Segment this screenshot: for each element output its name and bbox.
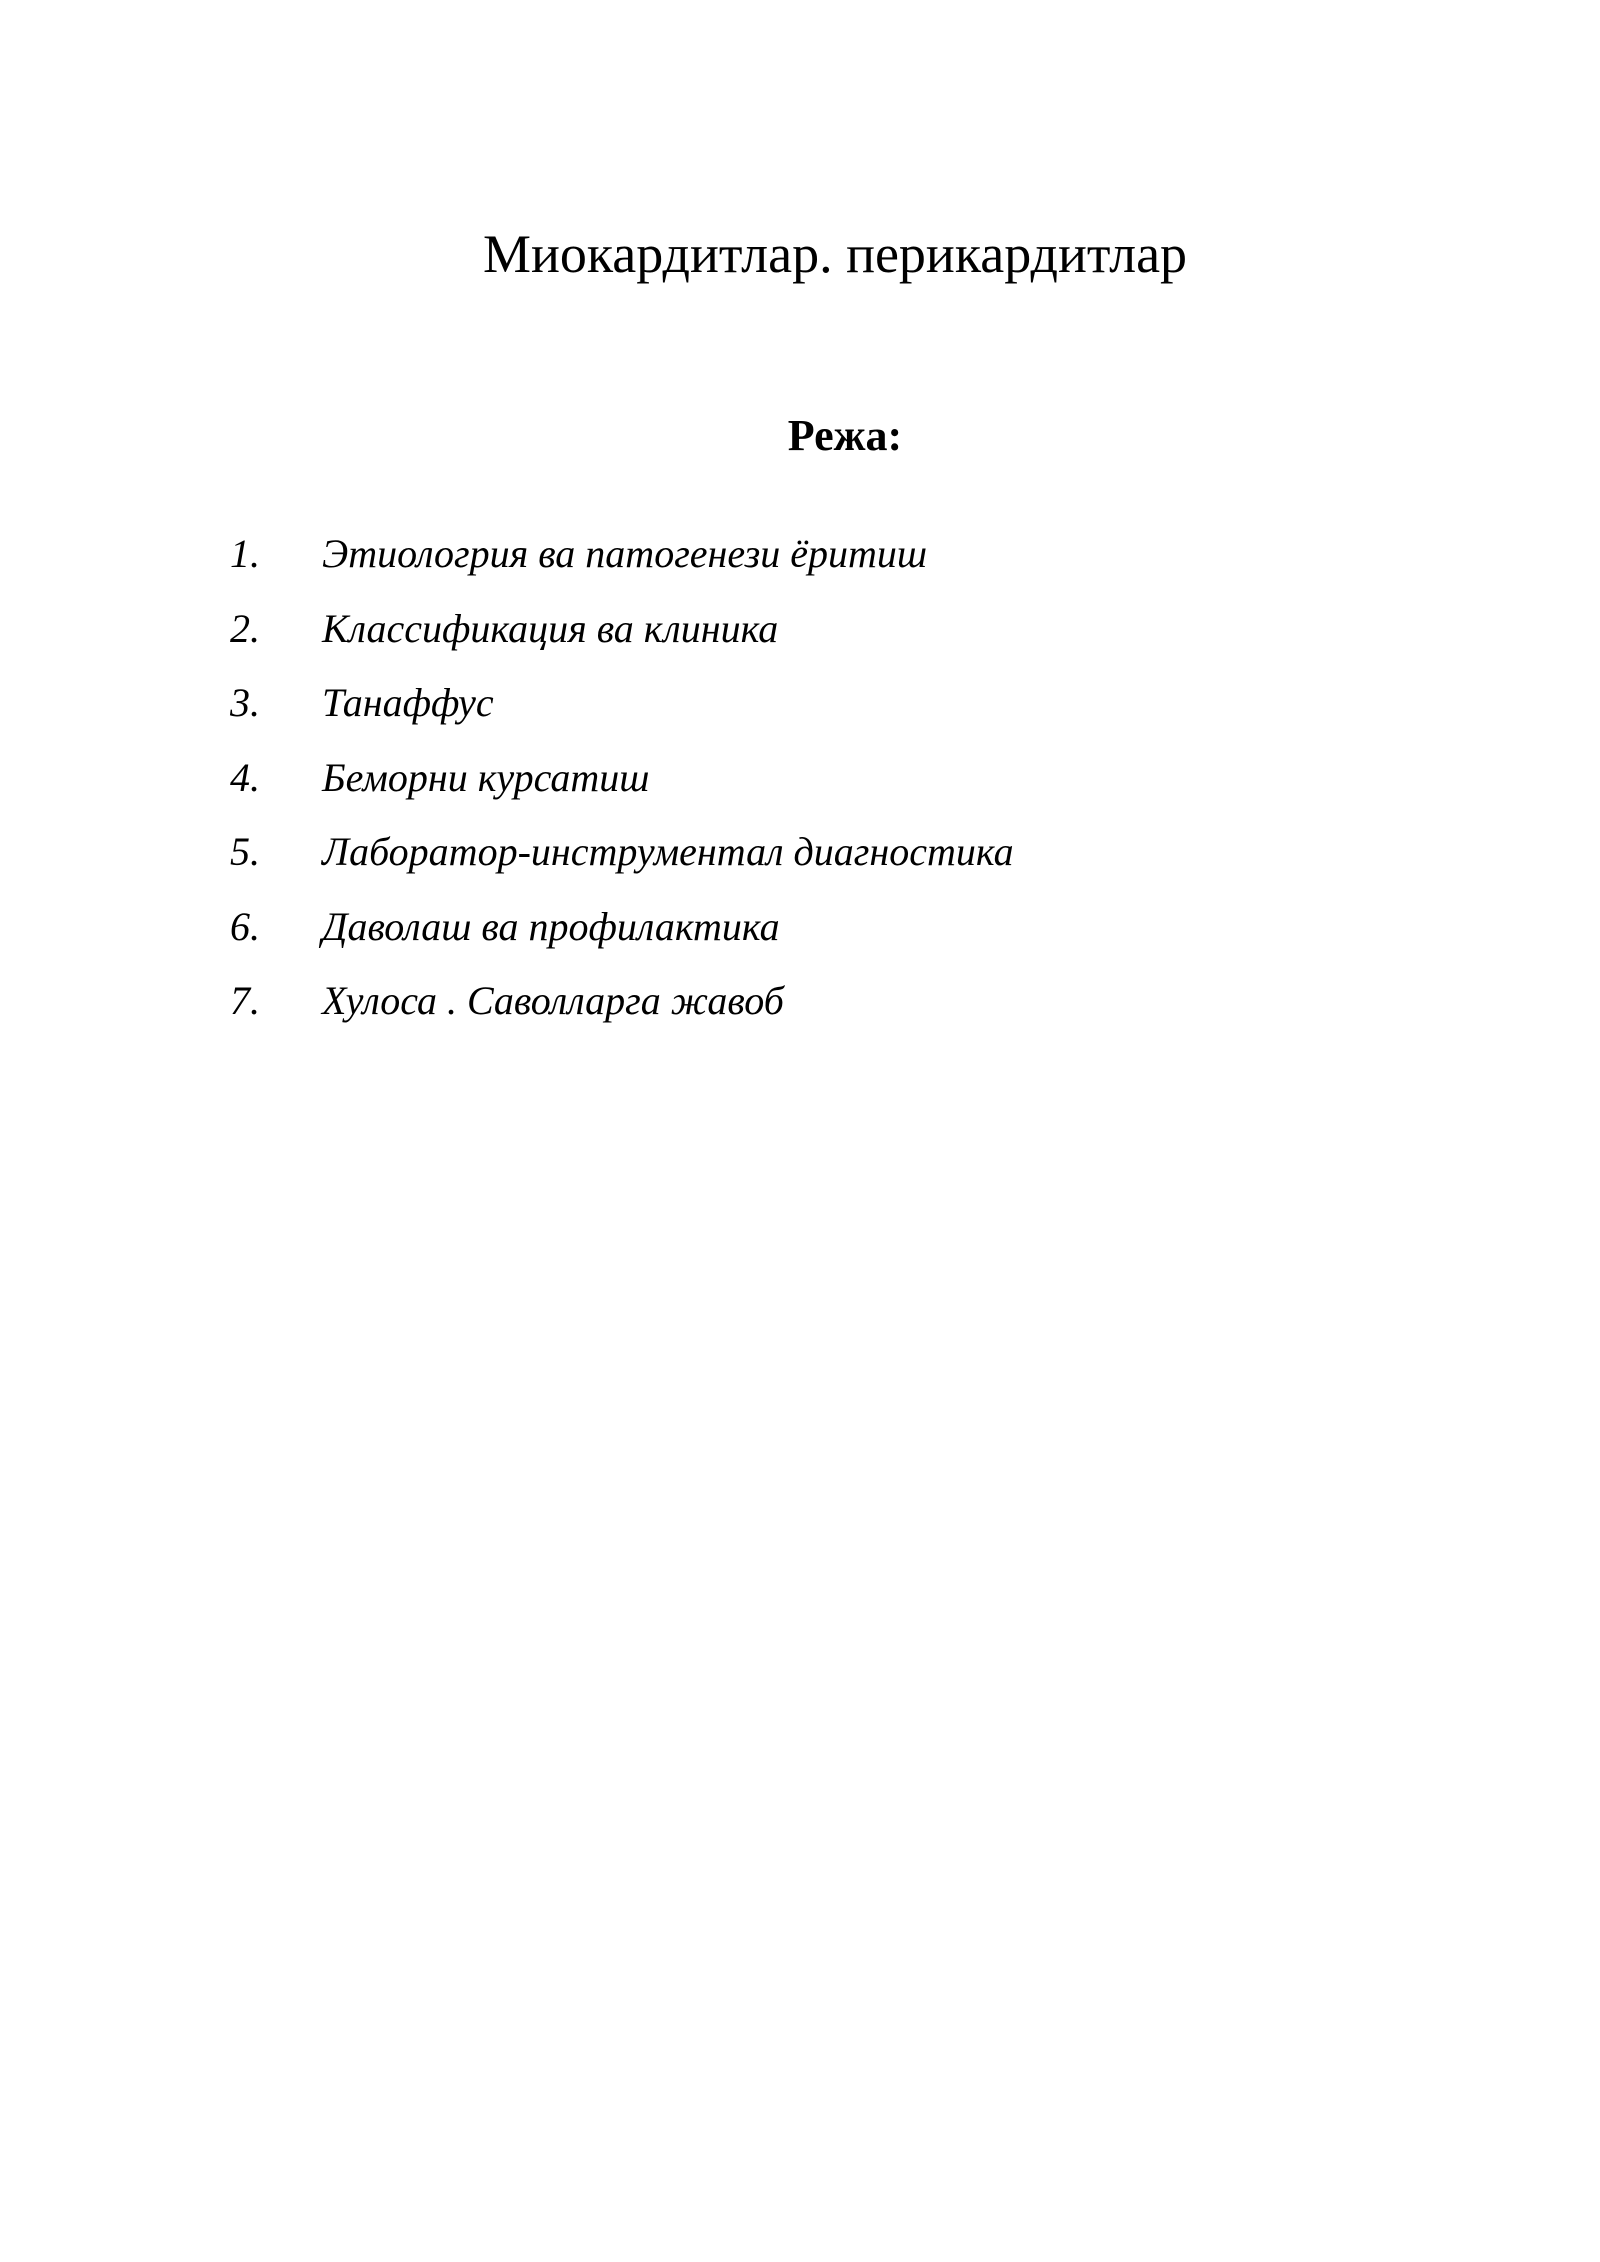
plan-heading: Режа: <box>787 411 903 460</box>
plan-item-4 <box>230 752 1014 827</box>
plan-item-number: 1. <box>230 531 260 576</box>
plan-item-text: Даволаш ва профилактика <box>322 903 780 949</box>
page-title: Миокардитлар. перикардитлар <box>482 224 1188 284</box>
plan-item-number: 5. <box>230 829 260 874</box>
plan-item-number: 7. <box>230 978 260 1023</box>
plan-item-text: Этиологрия ва патогенези ёритиш <box>322 531 928 576</box>
plan-item-5 <box>230 826 1014 901</box>
plan-item-text: Танаффус <box>322 680 494 725</box>
plan-item-2 <box>230 603 1014 678</box>
plan-list <box>230 528 1014 1050</box>
plan-item-text: Беморни курсатиш <box>322 754 650 800</box>
plan-item-number: 4. <box>230 754 260 800</box>
plan-item-text: Хулоса . Саволларга жавоб <box>322 978 784 1023</box>
plan-item-number: 2. <box>230 605 260 651</box>
plan-item-number: 3. <box>230 680 260 725</box>
plan-item-1 <box>230 528 1014 603</box>
plan-item-6 <box>230 901 1014 976</box>
plan-item-7 <box>230 975 1014 1050</box>
plan-item-number: 6. <box>230 903 260 949</box>
plan-item-text: Классификация ва клиника <box>322 605 779 651</box>
plan-item-3 <box>230 677 1014 752</box>
plan-item-text: Лаборатор-инструментал диагностика <box>322 829 1014 874</box>
